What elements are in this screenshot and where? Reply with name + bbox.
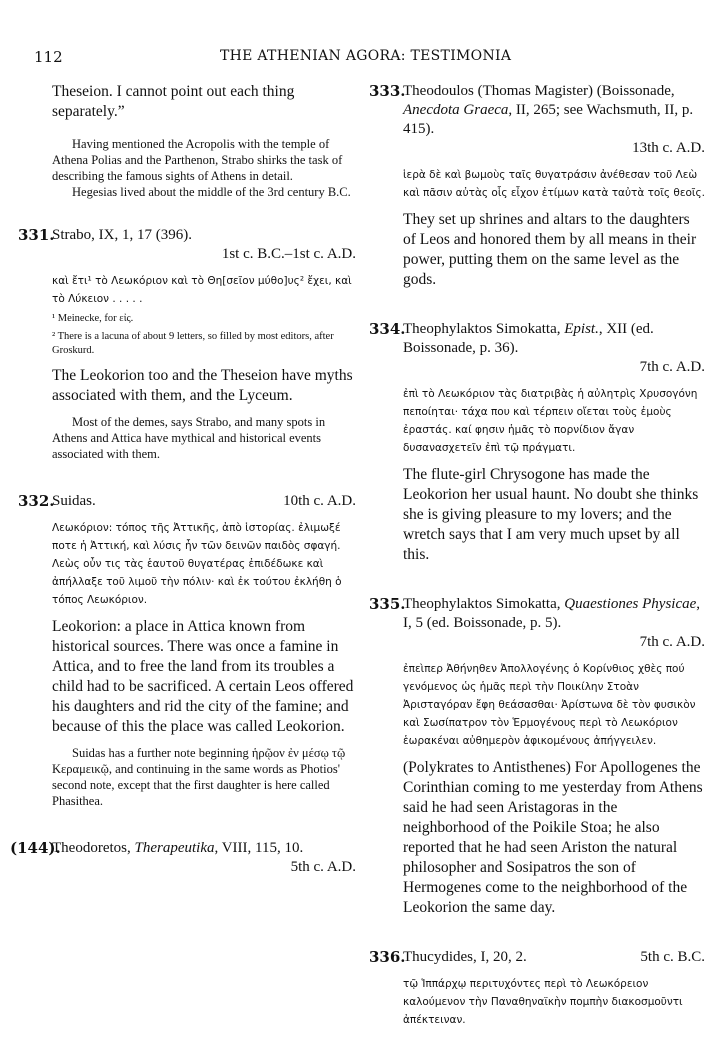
- footnote: ¹ Meinecke, for εἰς.: [52, 313, 134, 324]
- entry-date: 7th c. A.D.: [639, 634, 705, 650]
- translation: The flute-girl Chrysogone has made the Leokorion her usual haunt. No doubt she thinks she is giving pleasure to my lovers; and the wretch says that I am very much upset by all this.: [403, 466, 699, 563]
- footnote: ² There is a lacuna of about 9 letters, so filled by most editors, after Groskurd.: [52, 331, 334, 356]
- entry-date: 5th c. A.D.: [290, 859, 356, 875]
- entry-332: [18, 492, 356, 809]
- entry-number: 335.: [369, 595, 406, 613]
- translation: They set up shrines and altars to the daughters of Leos and honored them by all means in their power, putting them on the same level as the gods.: [403, 211, 697, 288]
- entry-336: [369, 948, 705, 1029]
- greek-text: ἱερὰ δὲ καὶ βωμοὺς ταῖς θυγατράσιν ἀνέθεσαν τοῦ Λεὼ καὶ πᾶσιν αὐτὰς οἷς εἶχον ἐτίμων κατὰ ταὐτὰ τοῖς θεοῖς.: [403, 169, 705, 199]
- translation: The Leokorion too and the Theseion have myths associated with them, and the Lyceum.: [52, 367, 353, 404]
- entry-source: Strabo, IX, 1, 17 (396).: [52, 227, 192, 243]
- translation: (Polykrates to Antisthenes) For Apollogenes the Corinthian coming to me yesterday from Athens said he had seen Aristagoras in the neighborhood of the Poikile Stoa; he also reported that he had seen Ariston the natural philosopher and Sosipatros the son of Hermogenes come to the neighborhood of the Leokorion the same day.: [403, 759, 703, 916]
- entry-source: Theodoulos (Thomas Magister) (Boissonade, Anecdota Graeca, II, 265; see Wachsmuth, II, p. 415).: [403, 83, 694, 137]
- entry-date: 13th c. A.D.: [632, 140, 705, 156]
- entry-334: [369, 320, 705, 565]
- page-number: 112: [34, 48, 63, 66]
- translation: Leokorion: a place in Attica known from historical sources. There was once a famine in Attica, and to free the land from its troubles a child had to be sacrificed. A certain Leos offered his daughters and rid the city of the famine; and because of this the place was called Leokorion.: [52, 618, 354, 735]
- entry-heading: [52, 492, 356, 511]
- entry-144: [10, 839, 356, 877]
- entry-source: Theophylaktos Simokatta, Epist., XII (ed. Boissonade, p. 36).: [403, 321, 654, 356]
- entry-source: Theophylaktos Simokatta, Quaestiones Physicae, I, 5 (ed. Boissonade, p. 5).: [403, 596, 701, 631]
- entry-333: [369, 82, 705, 290]
- greek-text: Λεωκόριον: τόπος τῆς Ἀττικῆς, ἀπὸ ἱστορίας. ἐλιμωξέ ποτε ἡ Ἀττική, καὶ λύσις ἦν τῶν δεινῶν παιδὸς σφαγή. Λεὼς οὖν τις τὰς ἑαυτοῦ θυγατέρας ἐπιδέδωκε καὶ ἀπήλλαξε τοῦ λιμοῦ τὴν πόλιν· καὶ ἐκ τούτου ἐκλήθη ὁ τόπος Λεωκόριον.: [52, 522, 342, 606]
- entry-date: 10th c. A.D.: [283, 493, 356, 509]
- continued-entry: [52, 82, 356, 200]
- left-column: [10, 82, 356, 907]
- greek-text: τῷ Ἱππάρχῳ περιτυχόντες περὶ τὸ Λεωκόρειον καλούμενον τὴν Παναθηναϊκὴν πομπὴν διακοσμοῦντι ἀπέκτειναν.: [403, 978, 683, 1026]
- commentary: Most of the demes, says Strabo, and many spots in Athens and Attica have mythical and historical events associated with them.: [52, 415, 326, 461]
- entry-number: (144).: [10, 839, 61, 857]
- entry-date: 1st c. B.C.–1st c. A.D.: [221, 246, 356, 262]
- entry-heading: [403, 948, 705, 967]
- running-head: THE ATHENIAN AGORA: TESTIMONIA: [220, 48, 512, 64]
- entry-number: 333.: [369, 82, 406, 100]
- entry-number: 331.: [18, 226, 55, 244]
- entry-date: 7th c. A.D.: [639, 359, 705, 375]
- running-header: [0, 48, 725, 70]
- commentary: Suidas has a further note beginning ἡρῷον ἐν μέσῳ τῷ Κεραμεικῷ, and continuing in the same words as Photios' second note, except that the first daughter is here called Phasithea.: [52, 746, 346, 808]
- entry-331: [18, 226, 356, 462]
- entry-source: Theodoretos, Therapeutika, VIII, 115, 10.: [52, 840, 304, 856]
- entry-date: 5th c. B.C.: [640, 949, 705, 965]
- entry-source: Thucydides, I, 20, 2.: [403, 949, 527, 965]
- greek-text: ἐπεὶπερ Ἀθήνηθεν Ἀπολλογένης ὁ Κορίνθιος χθὲς πού γενόμενος ὡς ἡμᾶς περὶ τὴν Ποικίλην Στοὰν Ἀρισταγόραν ἔφη θεάσασθαι· Ἀρίστωνα δὲ τὸν φυσικὸν καὶ Σωσίπατρον τὸν Ἑρμογένους περὶ τὸ Λεωκόριον ἑωρακέναι αὐθημερὸν ἀφικομένους ἀπήγγειλεν.: [403, 663, 696, 747]
- right-column: [369, 82, 705, 1059]
- greek-text: ἐπὶ τὸ Λεωκόριον τὰς διατριβὰς ἡ αὐλητρὶς Χρυσογόνη πεποίηται· τάχα που καὶ τέρπειν οἴεται τοὺς ἐμοὺς ἐραστάς. καί φησιν ἡμᾶς τὸ πορνίδιον ἄγαν δυσανασχετεῖν ἐπὶ τῷ πράγματι.: [403, 388, 698, 454]
- entry-335: [369, 595, 705, 918]
- continued-translation: Theseion. I cannot point out each thing separately.”: [52, 83, 295, 120]
- continued-note: Hegesias lived about the middle of the 3rd century B.C.: [72, 185, 351, 199]
- entry-source: Suidas.: [52, 493, 96, 509]
- entry-number: 334.: [369, 320, 406, 338]
- entry-number: 332.: [18, 492, 55, 510]
- entry-number: 336.: [369, 948, 406, 966]
- greek-text: καὶ ἔτι¹ τὸ Λεωκόριον καὶ τὸ Θη[σεῖον μύθο]υς² ἔχει, καὶ τὸ Λύκειον . . . . .: [52, 275, 352, 305]
- continued-note: Having mentioned the Acropolis with the temple of Athena Polias and the Parthenon, Strabo shirks the task of describing the famous sights of Athens in detail.: [52, 137, 343, 183]
